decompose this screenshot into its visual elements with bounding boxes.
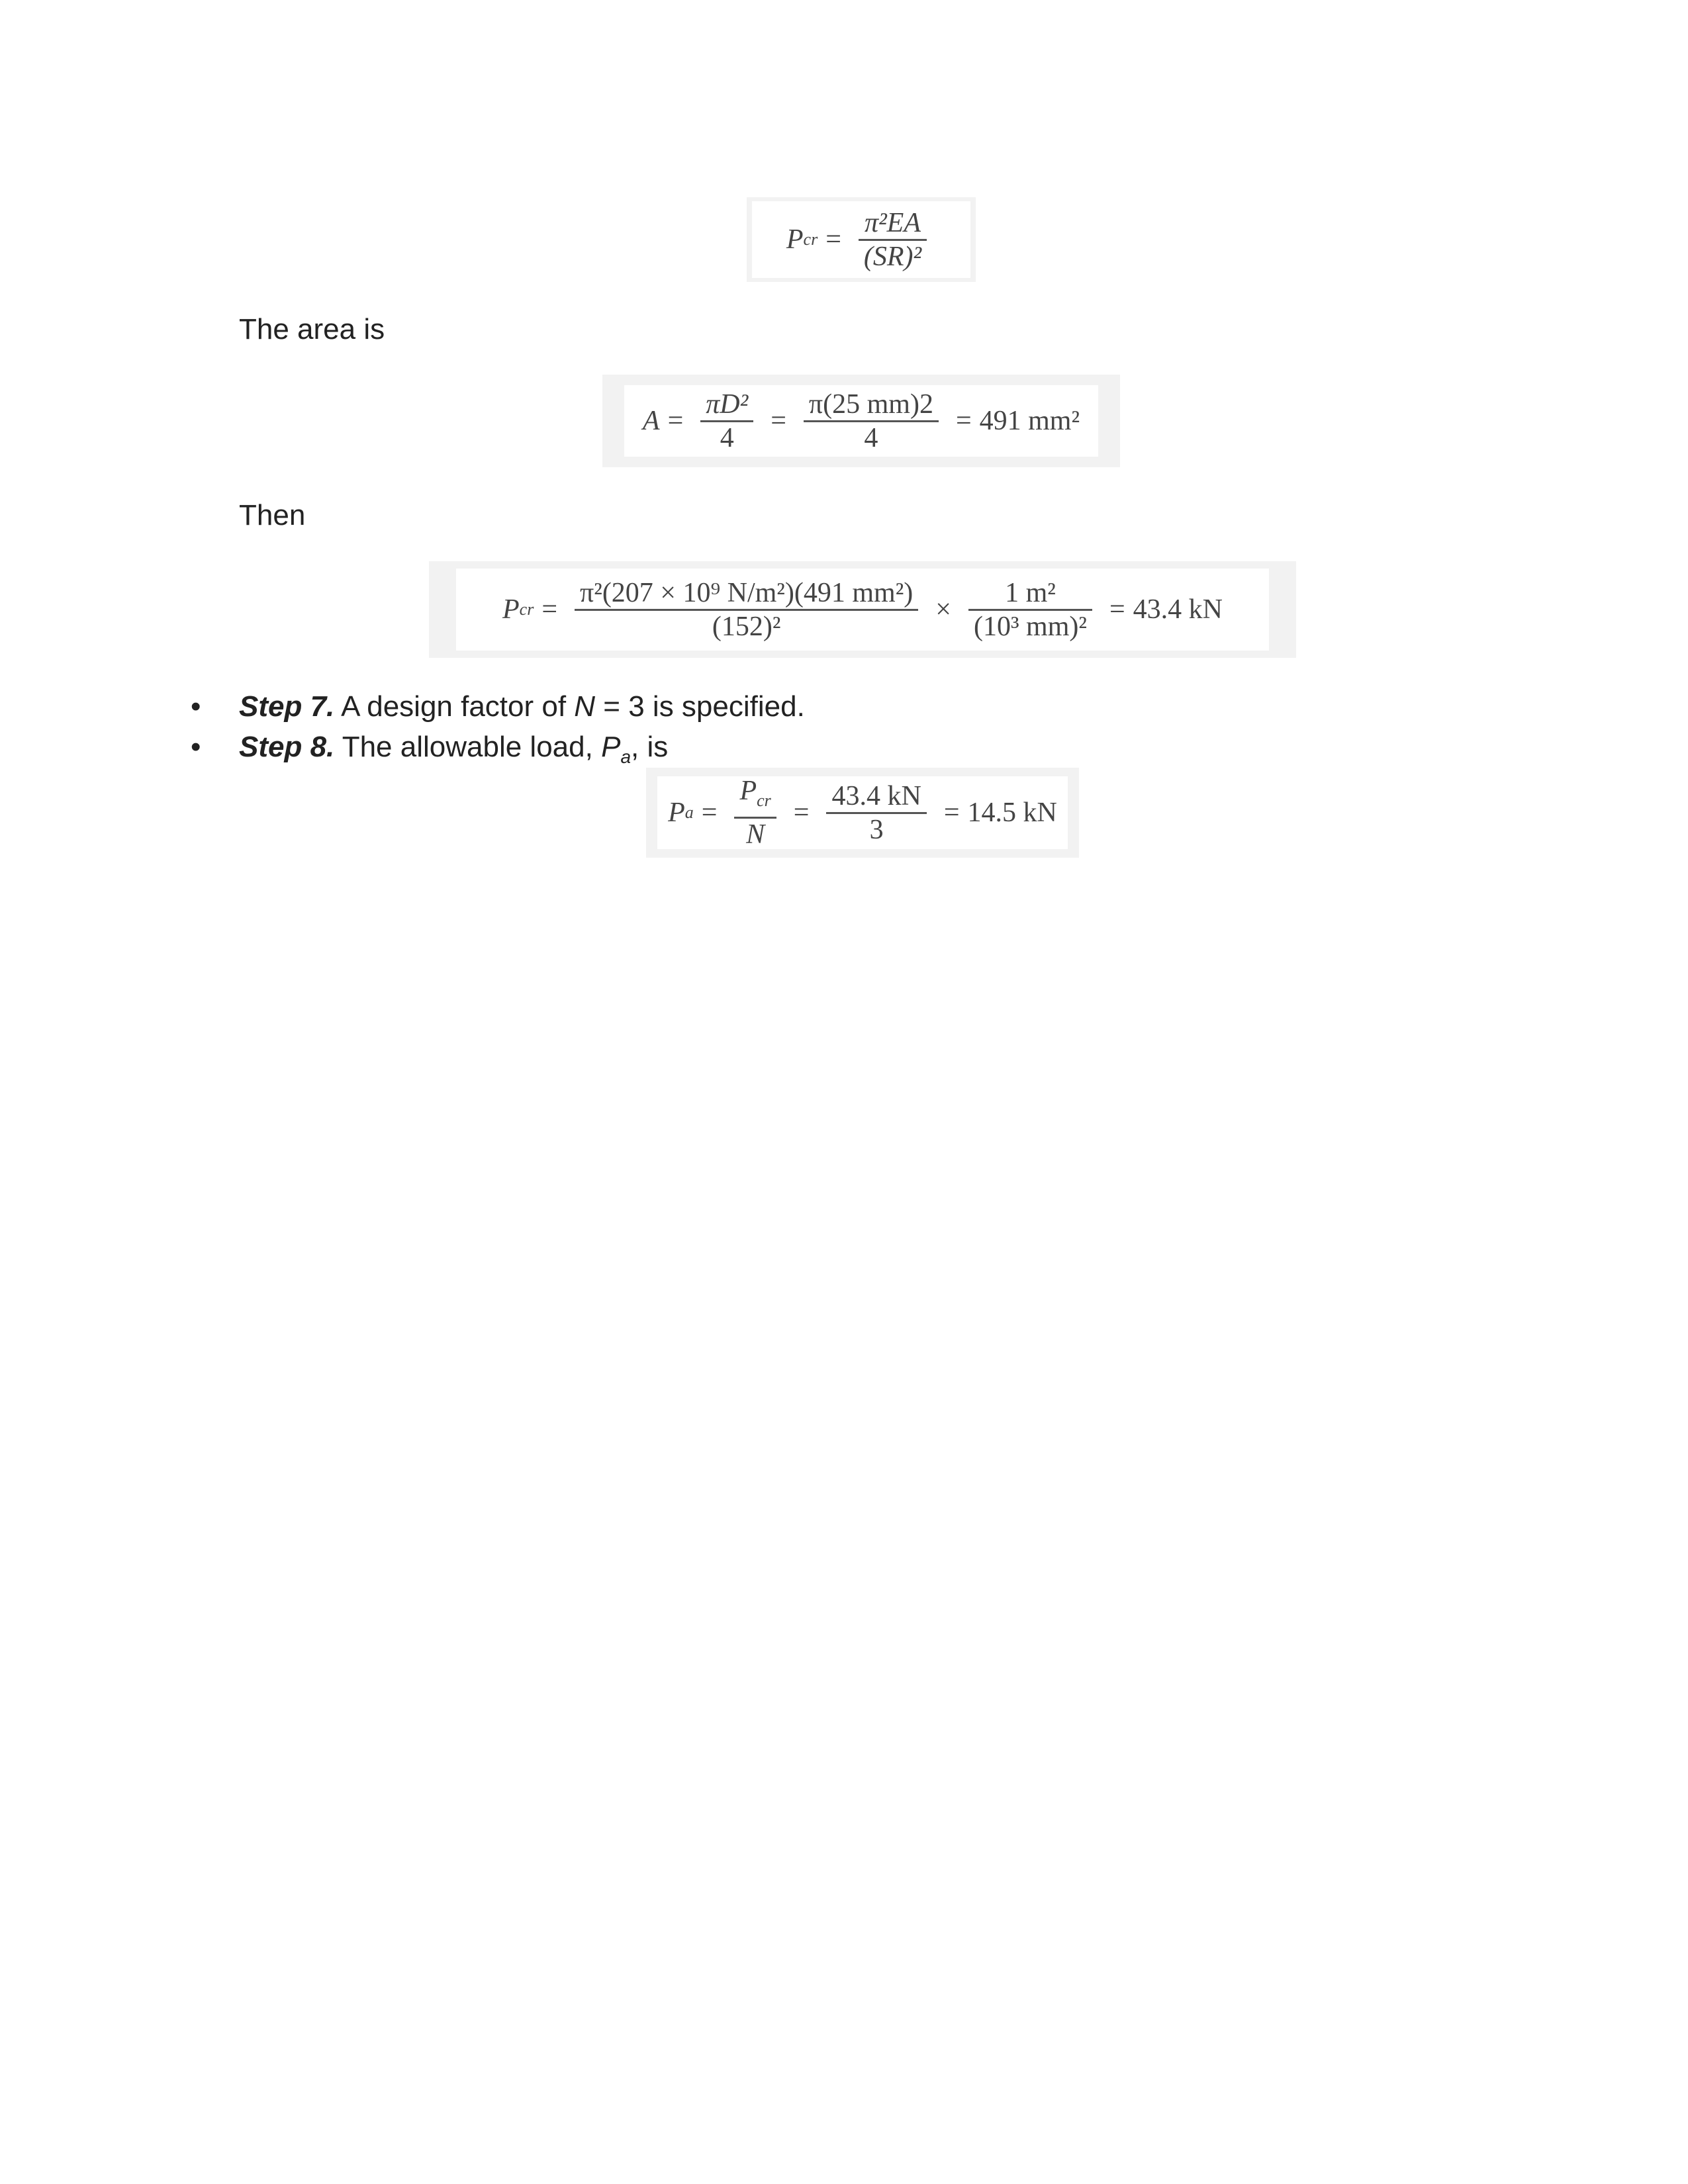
eq4-lhs-sub: a — [684, 803, 694, 822]
eq4-frac2-den: 3 — [869, 814, 884, 845]
eq3-fraction-2 — [968, 577, 1092, 643]
step-7-line — [239, 690, 805, 724]
equation-critical-load-value: P cr = $\frac{\text{π²(207 × 10⁹ N/m²)(491 mm²)}}{\text{(152)²}}$ × $\frac{\text{1 m²}}{\text{(10³ mm)²}}$ = 43.4 kN — [429, 561, 1296, 658]
eq4-frac1-num: P — [739, 776, 757, 806]
eq2-result: 491 mm² — [979, 406, 1080, 436]
step-7-label: Step 7. — [239, 690, 335, 723]
eq3-frac1-num: π²(207 × 10⁹ N/m²)(491 mm²) — [580, 577, 914, 608]
eq1-denominator: (SR)² — [863, 241, 922, 272]
eq4-fraction-2 — [826, 780, 926, 846]
eq2-fraction-1 — [700, 388, 753, 454]
bullet-step-8: • — [191, 731, 201, 763]
step-7-pre: A design factor of — [334, 690, 575, 723]
equation-area: A = $\frac{\text{πD²}}{4}$ = $\frac{\pi(25 mm)2}{4}$ = 491 mm² — [602, 375, 1120, 467]
eq4-lhs: P — [668, 797, 685, 828]
eq3-lhs-sub: cr — [519, 600, 534, 619]
bullet-step-7: • — [191, 690, 201, 723]
eq2-frac2-num: π(25 mm)2 — [808, 388, 933, 420]
eq3-result: 43.4 kN — [1133, 594, 1223, 625]
eq1-lhs: P — [786, 224, 804, 255]
equation-critical-load: P cr = $\frac{\text{π²EA}}{\text{(SR)²}}$ — [747, 197, 976, 282]
eq2-lhs: A — [642, 406, 660, 436]
equation-allowable-load: P a = $\frac{P_{cr}}{N}$ = $\frac{43.4 kN}{3}$ = 14.5 kN — [646, 768, 1079, 858]
step-7-post: = 3 is specified. — [595, 690, 805, 723]
step-8-pre: The allowable load, — [334, 731, 602, 763]
step-8-var: P — [601, 731, 621, 763]
eq4-frac2-num: 43.4 kN — [831, 780, 921, 811]
eq2-frac1-num: πD² — [706, 388, 749, 420]
eq2-frac1-den: 4 — [720, 422, 734, 453]
eq3-frac2-num: 1 m² — [1005, 577, 1056, 608]
eq4-frac1-den: N — [746, 819, 765, 850]
eq2-fraction-2 — [804, 388, 939, 454]
step-8-post: , is — [631, 731, 669, 763]
eq3-frac1-den: (152)² — [712, 611, 781, 642]
area-intro-text: The area is — [239, 313, 385, 345]
eq4-fraction-1 — [734, 775, 776, 850]
eq4-frac1-num-sub: cr — [757, 791, 771, 810]
eq4-result: 14.5 kN — [967, 797, 1057, 828]
eq3-fraction-1 — [575, 577, 918, 643]
eq2-frac2-den: 4 — [864, 422, 878, 453]
eq1-lhs-sub: cr — [803, 230, 818, 249]
eq1-fraction — [859, 207, 927, 273]
eq3-lhs: P — [502, 594, 520, 625]
step-8-var-sub: a — [620, 746, 632, 767]
eq1-numerator: π²EA — [865, 207, 921, 238]
then-text: Then — [239, 499, 306, 531]
step-8-line — [239, 730, 668, 774]
step-7-var: N — [574, 690, 596, 723]
eq3-frac2-den: (10³ mm)² — [973, 611, 1087, 642]
step-8-label: Step 8. — [239, 731, 335, 763]
